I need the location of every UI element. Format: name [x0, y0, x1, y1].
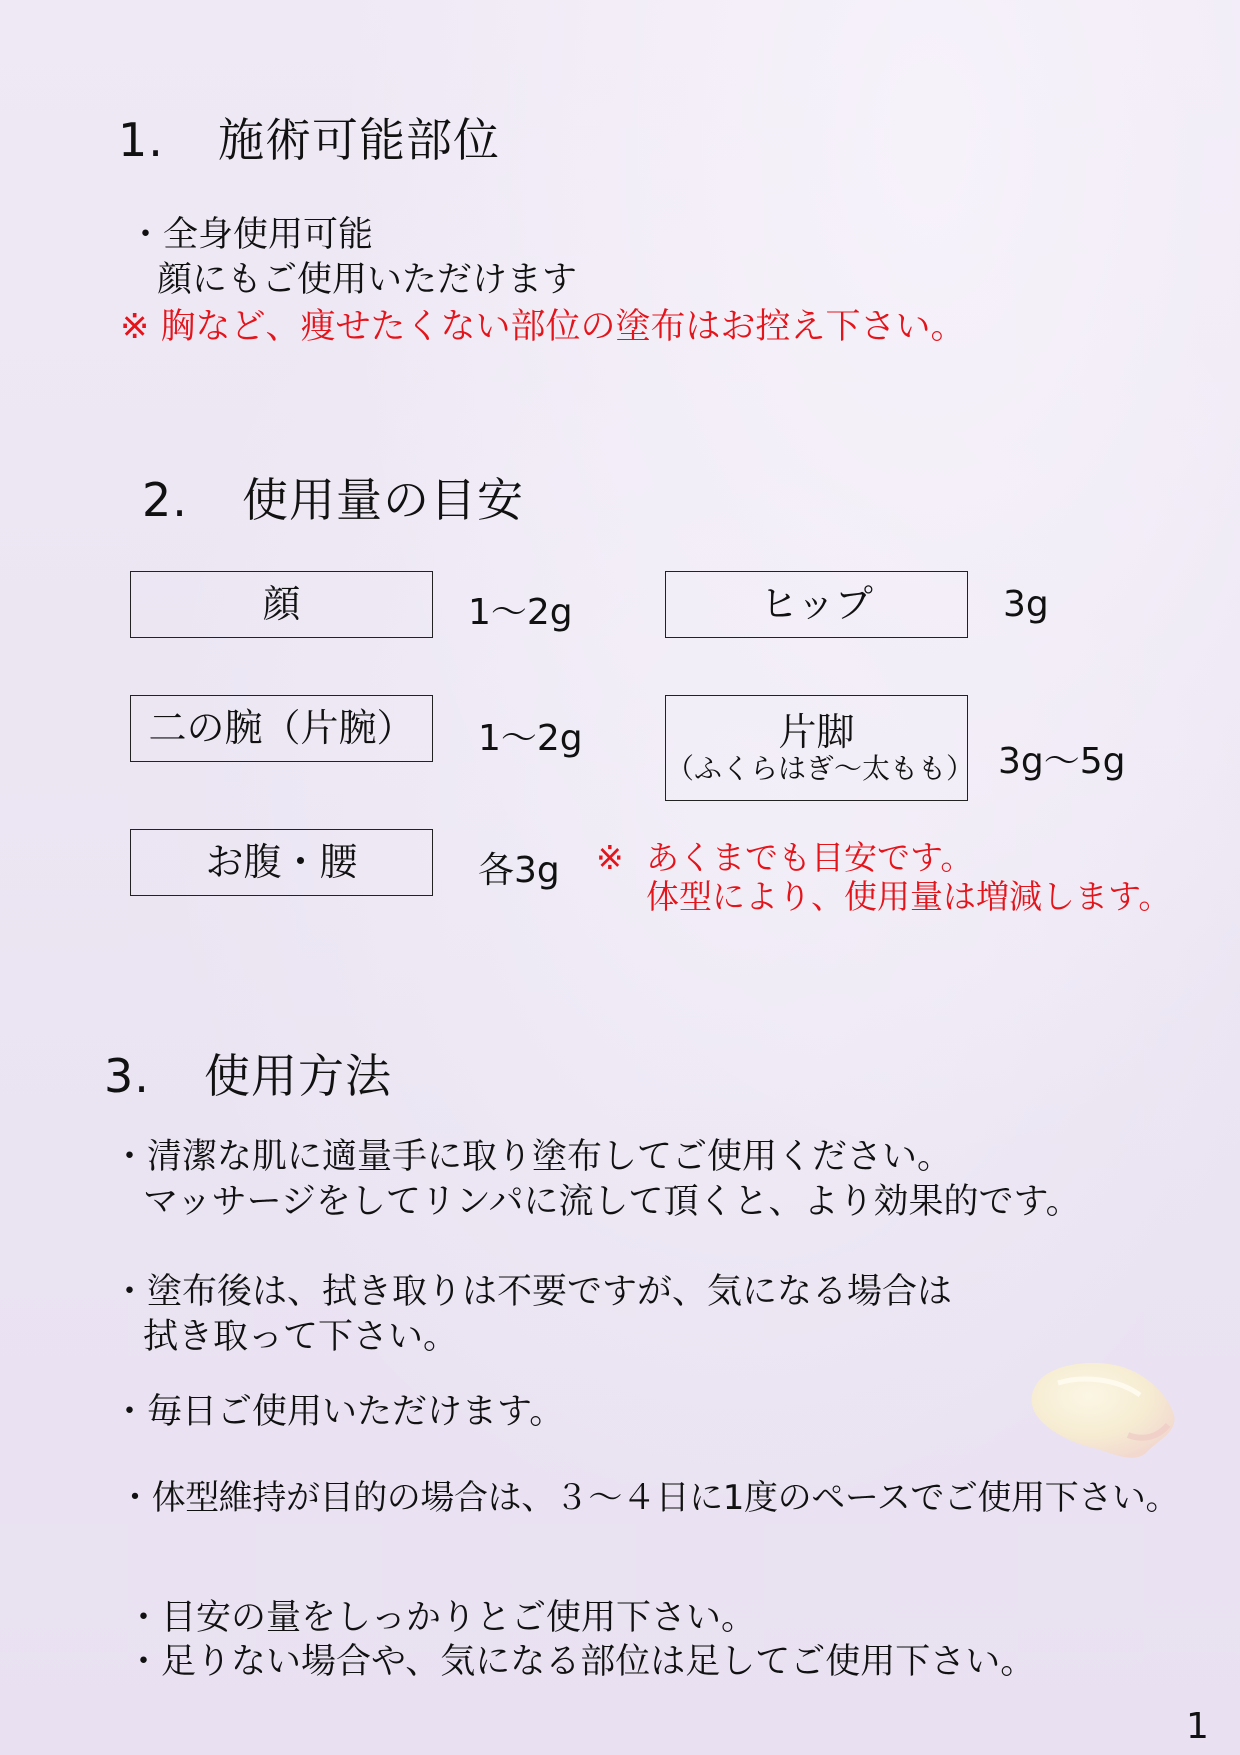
section1-title: 施術可能部位 [218, 113, 500, 167]
amount-value-face: 1～2g [468, 592, 573, 633]
section1-warning: ※ 胸など、痩せたくない部位の塗布はお控え下さい。 [120, 307, 966, 347]
cream-smear-image [1028, 1355, 1178, 1465]
usage-paragraph2-line2: 拭き取って下さい。 [143, 1317, 459, 1357]
amount-label-face: 顔 [262, 581, 301, 626]
amount-sublabel-leg: （ふくらはぎ～太もも） [666, 751, 975, 785]
amount-box-belly-waist [130, 829, 433, 896]
amount-label-upper-arm: 二の腕（片腕） [148, 705, 415, 750]
amount-value-belly-waist: 各3g [478, 850, 560, 891]
section2-number: 2. [142, 473, 188, 527]
section2-heading [142, 464, 524, 530]
usage-paragraph2-line1: ・塗布後は、拭き取りは不要ですが、気になる場合は [112, 1272, 953, 1312]
usage-paragraph3: ・毎日ご使用いただけます。 [112, 1392, 565, 1432]
amount-box-leg [665, 695, 975, 801]
usage-paragraph4: ・体型維持が目的の場合は、３～４日に1度のペースでご使用下さい。 [118, 1478, 1180, 1518]
section2-note-mark: ※ [596, 838, 624, 877]
section1-number: 1. [118, 113, 164, 167]
amount-box-upper-arm [130, 695, 433, 762]
section1-line2: 顔にもご使用いただけます [157, 260, 578, 300]
page-number: 1 [1186, 1706, 1209, 1747]
section1-heading [118, 104, 500, 170]
section3-number: 3. [104, 1049, 150, 1103]
amount-box-hip [665, 571, 968, 638]
amount-label-leg: 片脚 [778, 709, 855, 754]
section3-heading [104, 1040, 392, 1106]
usage-paragraph5-line2: ・足りない場合や、気になる部位は足してご使用下さい。 [126, 1642, 1036, 1682]
amount-value-leg: 3g～5g [998, 741, 1126, 782]
amount-label-belly-waist: お腹・腰 [205, 839, 358, 884]
section2-note-line2: 体型により、使用量は増減します。 [646, 877, 1172, 916]
section1-line1: ・全身使用可能 [128, 215, 374, 255]
amount-label-hip: ヒップ [760, 581, 873, 626]
usage-paragraph1-line1: ・清潔な肌に適量手に取り塗布してご使用ください。 [112, 1137, 953, 1177]
section3-title: 使用方法 [204, 1049, 392, 1103]
amount-value-hip: 3g [1003, 584, 1049, 625]
usage-paragraph1-line2: マッサージをしてリンパに流して頂くと、より効果的です。 [143, 1182, 1081, 1222]
section2-note-line1: あくまでも目安です。 [646, 838, 974, 877]
usage-paragraph5-line1: ・目安の量をしっかりとご使用下さい。 [126, 1598, 757, 1638]
amount-value-upper-arm: 1～2g [478, 718, 583, 759]
section2-title: 使用量の目安 [242, 473, 524, 527]
amount-box-face [130, 571, 433, 638]
